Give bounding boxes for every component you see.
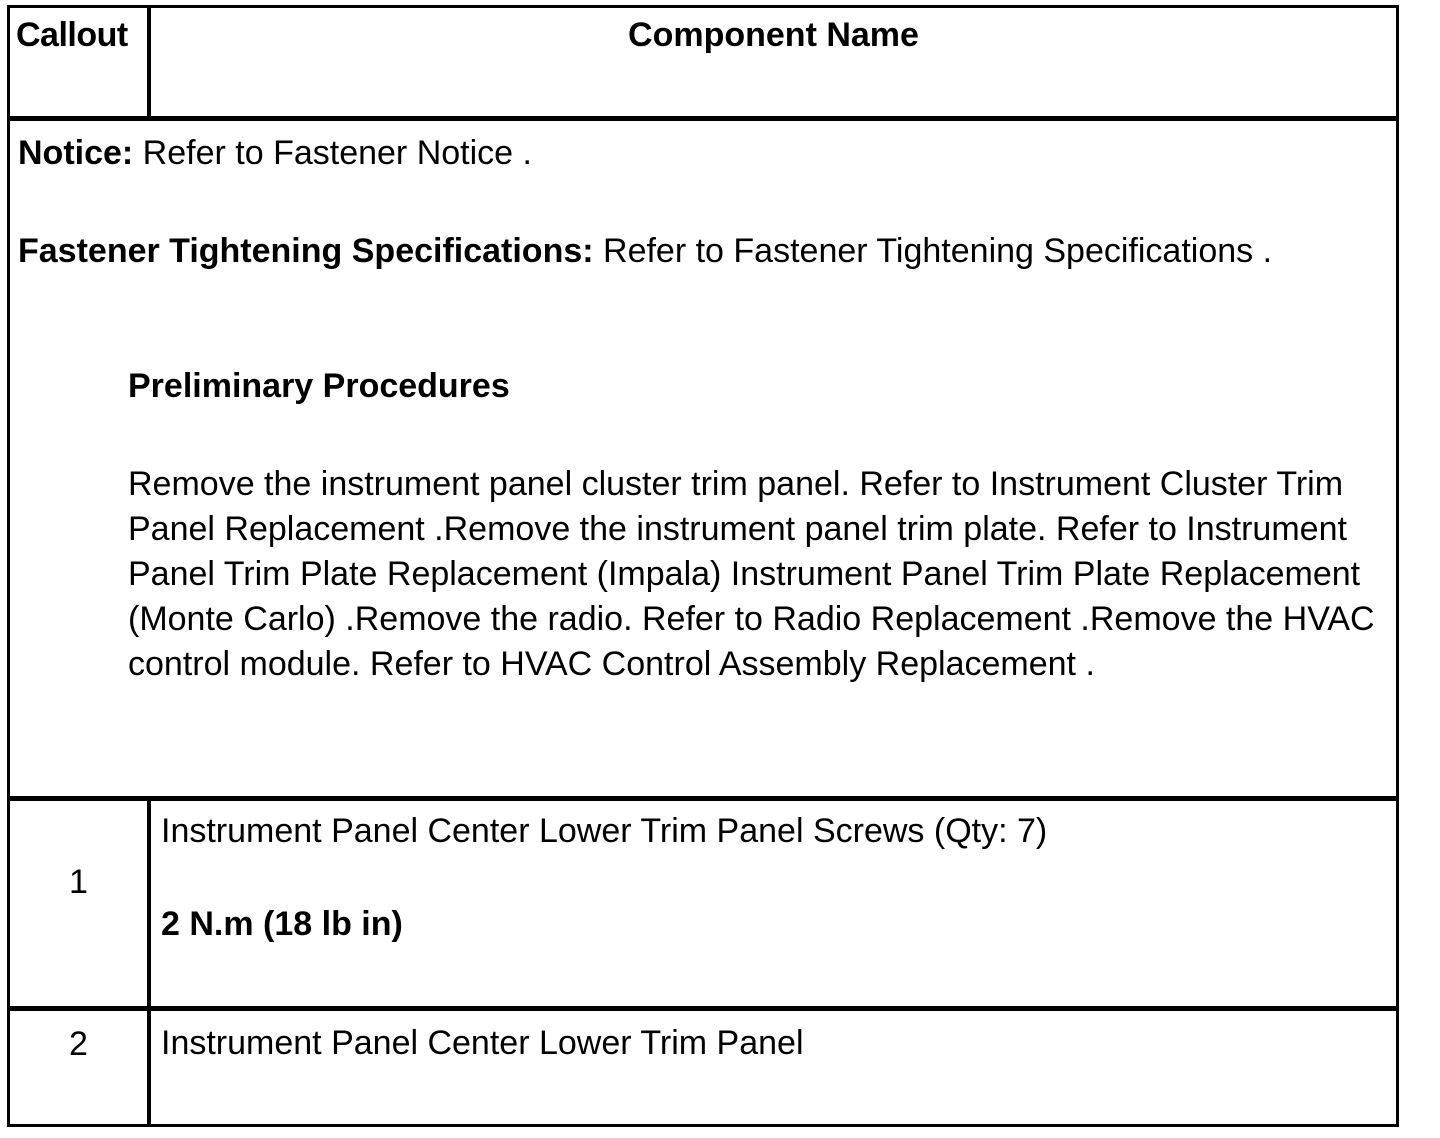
callout-number: 1 xyxy=(69,863,88,901)
component-name: Instrument Panel Center Lower Trim Panel xyxy=(161,1024,804,1062)
table-header-row xyxy=(10,8,1396,121)
component-cell xyxy=(151,1011,1396,1127)
table-row xyxy=(10,1011,1396,1127)
header-component-cell xyxy=(151,8,1396,116)
header-callout-label: Callout xyxy=(16,16,128,54)
component-table xyxy=(7,5,1399,1127)
notice-text: Refer to Fastener Notice . xyxy=(133,134,532,172)
spec-paragraph xyxy=(18,229,1382,274)
callout-cell xyxy=(10,801,151,1006)
table-row xyxy=(10,801,1396,1011)
torque-spec: 2 N.m (18 lb in) xyxy=(161,905,403,943)
header-callout-cell xyxy=(10,8,151,116)
prelim-text: Remove the instrument panel cluster trim panel. Refer to Instrument Cluster Trim Panel Replacement .Remove the instrument panel trim plate. Refer to Instrument Panel Trim Plate Replacement (Impala) Instrument Panel Trim Plate Replacement (Monte Carlo) .Remove the radio. Refer to Radio Replacement .Remove the HVAC control module. Refer to HVAC Control Assembly Replacement . xyxy=(128,465,1375,683)
notice-label: Notice: xyxy=(18,134,134,172)
notice-row xyxy=(10,121,1396,801)
spec-text: Refer to Fastener Tightening Specifications . xyxy=(593,232,1273,270)
component-text xyxy=(161,1021,1386,1066)
component-text xyxy=(161,809,1386,947)
notice-cell xyxy=(18,131,1382,687)
prelim-heading: Preliminary Procedures xyxy=(128,367,510,405)
notice-paragraph xyxy=(18,131,1382,176)
component-name: Instrument Panel Center Lower Trim Panel Screws (Qty: 7) xyxy=(161,812,1048,850)
callout-cell xyxy=(10,1011,151,1127)
header-component-label: Component Name xyxy=(628,16,919,54)
spec-label: Fastener Tightening Specifications: xyxy=(18,232,594,270)
component-cell xyxy=(151,801,1396,1006)
callout-number: 2 xyxy=(69,1025,88,1063)
